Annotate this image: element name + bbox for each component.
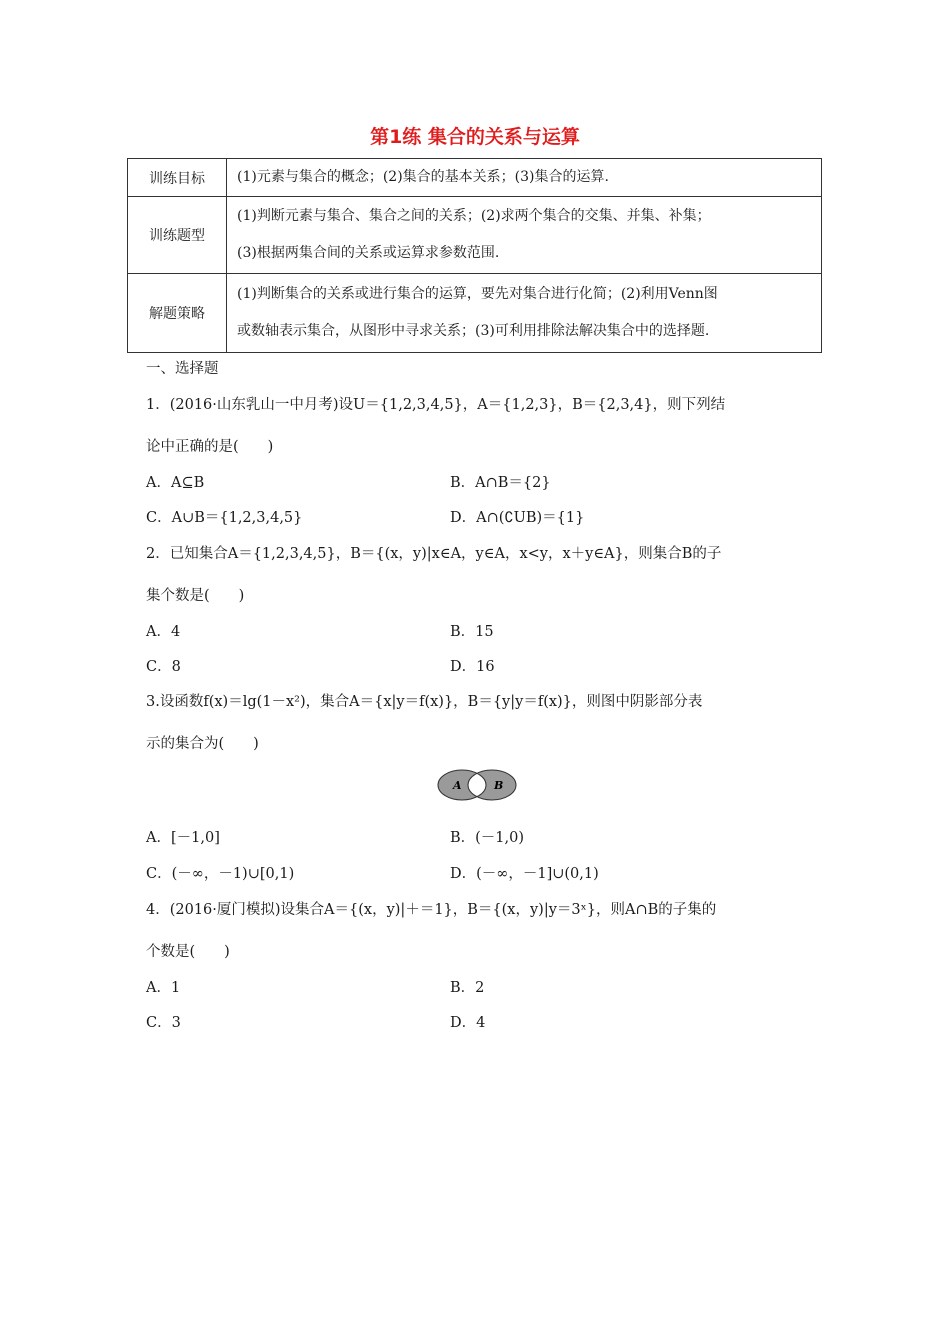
option-a: A．A⊆B — [146, 475, 205, 491]
row-label: 训练题型 — [128, 197, 227, 274]
row-content-line: (1)元素与集合的概念；(2)集合的基本关系；(3)集合的运算. — [237, 169, 609, 185]
option-a: A．[－1,0] — [146, 830, 220, 846]
row-content-line: (3)根据两集合间的关系或运算求参数范围. — [237, 245, 500, 261]
question-stem-line: 个数是( ) — [146, 944, 230, 960]
question-stem-line: 2．已知集合A＝{1,2,3,4,5}，B＝{(x，y)|x∈A，y∈A，x<y，x＋y∈A}，则集合B的子 — [146, 546, 722, 562]
table-row — [128, 274, 822, 353]
question-stem-line: 示的集合为( ) — [146, 736, 259, 752]
row-label: 解题策略 — [128, 274, 227, 353]
option-d: D．(－∞，－1]∪(0,1) — [450, 866, 599, 882]
option-b: B．2 — [450, 980, 485, 996]
venn-label-a: A — [453, 779, 462, 792]
row-content-line: 或数轴表示集合，从图形中寻求关系；(3)可利用排除法解决集合中的选择题. — [237, 323, 710, 339]
row-content — [227, 197, 822, 274]
training-info-table — [127, 158, 822, 353]
option-b: B．15 — [450, 624, 494, 640]
option-d: D．A∩(∁UB)＝{1} — [450, 510, 585, 526]
question-stem-line: 1．(2016·山东乳山一中月考)设U＝{1,2,3,4,5}，A＝{1,2,3}，B＝{2,3,4}，则下列结 — [146, 397, 726, 413]
venn-diagram — [437, 768, 517, 802]
option-b: B．(－1,0) — [450, 830, 525, 846]
section-heading: 一、选择题 — [146, 361, 219, 377]
question-stem-line: 集个数是( ) — [146, 588, 245, 604]
question-stem-line: 3.设函数f(x)＝lg(1－x²)，集合A＝{x|y＝f(x)}，B＝{y|y＝f(x)}，则图中阴影部分表 — [146, 694, 703, 710]
option-a: A．4 — [146, 624, 181, 640]
option-d: D．16 — [450, 659, 495, 675]
venn-label-b: B — [494, 779, 504, 792]
option-a: A．1 — [146, 980, 181, 996]
row-content — [227, 274, 822, 353]
row-content-line: (1)判断元素与集合、集合之间的关系；(2)求两个集合的交集、并集、补集； — [237, 208, 711, 224]
option-c: C．8 — [146, 659, 181, 675]
option-d: D．4 — [450, 1015, 486, 1031]
option-c: C．3 — [146, 1015, 181, 1031]
table-row — [128, 159, 822, 197]
question-stem-line: 4．(2016·厦门模拟)设集合A＝{(x，y)|＋＝1}，B＝{(x，y)|y＝3ˣ}，则A∩B的子集的 — [146, 902, 717, 918]
row-label: 训练目标 — [128, 159, 227, 197]
row-content — [227, 159, 822, 197]
option-b: B．A∩B＝{2} — [450, 475, 551, 491]
page-title: 第1练 集合的关系与运算 — [370, 126, 580, 148]
question-stem-line: 论中正确的是( ) — [146, 439, 274, 455]
table-row — [128, 197, 822, 274]
row-content-line: (1)判断集合的关系或进行集合的运算，要先对集合进行化简；(2)利用Venn图 — [237, 286, 718, 302]
option-c: C．(－∞，－1)∪[0,1) — [146, 866, 295, 882]
option-c: C．A∪B＝{1,2,3,4,5} — [146, 510, 303, 526]
